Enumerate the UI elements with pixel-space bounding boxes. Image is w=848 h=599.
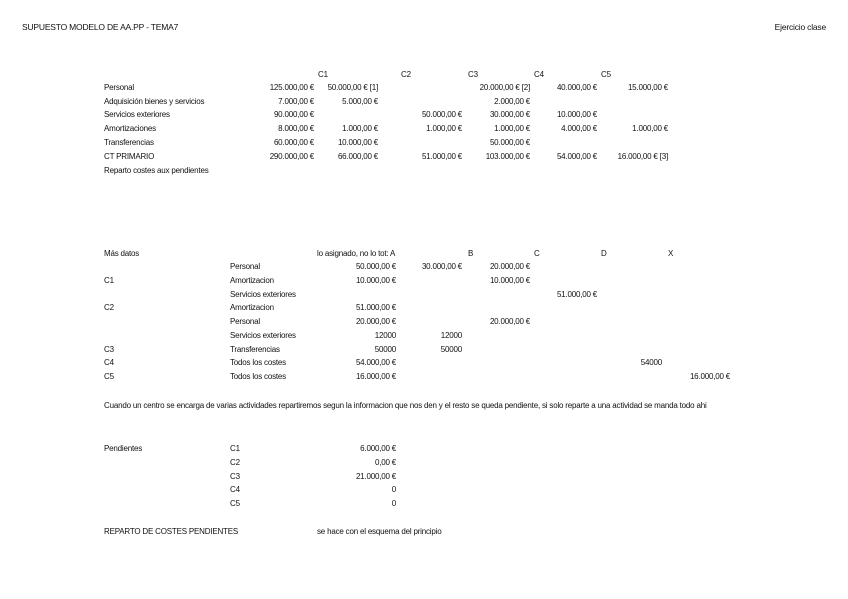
table1-cell: 5.000,00 €	[342, 96, 378, 106]
table1-cell: 50.000,00 €	[489, 137, 530, 147]
table2-cell: 51.000,00 €	[355, 303, 396, 313]
table2-column-header: B	[468, 249, 474, 258]
table2-concept: Servicios exteriores	[230, 330, 296, 340]
table2-title: Más datos	[104, 249, 140, 258]
table1-cell: 8.000,00 €	[278, 124, 314, 134]
pendientes-center: C1	[230, 444, 240, 453]
table1-cell: 7.000,00 €	[278, 96, 314, 106]
table2-cell: 54000	[640, 358, 662, 368]
pendientes-value: 0,00 €	[374, 457, 396, 467]
table2-concept: Personal	[230, 262, 260, 271]
table1-column-header: C1	[318, 70, 328, 79]
table2-cell: 51.000,00 €	[556, 289, 597, 299]
table1-cell: 50.000,00 € [1]	[327, 83, 378, 92]
table1-cell: 1.000,00 €	[494, 124, 530, 134]
pendientes-value: 0	[391, 485, 396, 495]
table1-row-label: Adquisición bienes y servicios	[104, 96, 205, 106]
table2-center: C4	[104, 358, 114, 368]
table2-concept: Personal	[230, 317, 260, 326]
pendientes-center: C5	[230, 499, 240, 508]
table1-cell: 1.000,00 €	[632, 124, 668, 134]
table1-row-label: Servicios exteriores	[104, 110, 170, 120]
table2-cell: 20.000,00 €	[355, 317, 396, 326]
exercise-label: Ejercicio clase	[774, 22, 826, 32]
table2-cell: 20.000,00 €	[489, 262, 530, 271]
table1-column-header: C3	[468, 70, 478, 79]
table2-column-header: C	[534, 249, 540, 258]
table2-center: C5	[104, 372, 114, 381]
table2-cell: 10.000,00 €	[489, 275, 530, 285]
explanation-text: Cuando un centro se encarga de varias actividades repartiremos segun la informacion que nos den y el resto se queda pendiente, si solo reparte a una actividad se manda todo ahi	[104, 401, 707, 410]
table2-cell: 12000	[440, 330, 462, 340]
table1-row-label: Transferencias	[104, 137, 154, 147]
table2-cell: 54.000,00 €	[355, 358, 396, 368]
table1-cell: 4.000,00 €	[561, 124, 597, 134]
pendientes-value: 0	[391, 499, 396, 508]
pendientes-label: Pendientes	[104, 444, 143, 453]
table1-note: Reparto costes aux pendientes	[104, 166, 209, 175]
table1-cell: 16.000,00 € [3]	[617, 151, 668, 161]
table2-cell: 10.000,00 €	[355, 275, 396, 285]
table2-cell: 12000	[374, 330, 396, 340]
table1-cell: 10.000,00 €	[337, 137, 378, 147]
table2-concept: Amortizacion	[230, 275, 274, 285]
table2-assigned-header: lo asignado, no lo tot: A	[317, 249, 396, 258]
footer-note: se hace con el esquema del principio	[317, 527, 442, 536]
table2-concept: Amortizacion	[230, 303, 274, 313]
table1-row-label: Amortizaciones	[104, 124, 156, 134]
table1-cell: 20.000,00 € [2]	[479, 83, 530, 92]
table1-row-label: CT PRIMARIO	[104, 151, 155, 161]
pendientes-value: 6.000,00 €	[360, 444, 396, 453]
table1-cell: 125.000,00 €	[269, 83, 314, 92]
table2-cell: 50000	[440, 344, 462, 354]
table1-cell: 103.000,00 €	[485, 151, 530, 161]
table1-cell: 90.000,00 €	[273, 110, 314, 120]
pendientes-center: C2	[230, 457, 240, 467]
table2-concept: Servicios exteriores	[230, 289, 296, 299]
table1-cell: 54.000,00 €	[556, 151, 597, 161]
table2-concept: Todos los costes	[230, 358, 286, 368]
table2-concept: Todos los costes	[230, 372, 286, 381]
table2-cell: 50.000,00 €	[355, 262, 396, 271]
table1-cell: 66.000,00 €	[337, 151, 378, 161]
table1-column-header: C4	[534, 70, 544, 79]
table1-cell: 30.000,00 €	[489, 110, 530, 120]
table1-cell: 15.000,00 €	[627, 83, 668, 92]
footer-label: REPARTO DE COSTES PENDIENTES	[104, 527, 238, 536]
table1-cell: 1.000,00 €	[342, 124, 378, 134]
table1-cell: 2.000,00 €	[494, 96, 530, 106]
table2-cell: 16.000,00 €	[355, 372, 396, 381]
table1-cell: 290.000,00 €	[269, 151, 314, 161]
table2-center: C1	[104, 275, 114, 285]
table1-column-header: C2	[401, 70, 411, 79]
table2-cell: 20.000,00 €	[489, 317, 530, 326]
table2-cell: 50000	[374, 344, 396, 354]
table2-center: C2	[104, 303, 114, 313]
table2-concept: Transferencias	[230, 344, 280, 354]
pendientes-center: C3	[230, 471, 240, 481]
table1-column-header: C5	[601, 70, 611, 79]
table1-cell: 60.000,00 €	[273, 137, 314, 147]
table1-cell: 51.000,00 €	[421, 151, 462, 161]
table1-row-label: Personal	[104, 83, 134, 92]
table1-cell: 50.000,00 €	[421, 110, 462, 120]
table2-column-header: D	[601, 249, 607, 258]
table2-column-header: X	[668, 249, 674, 258]
pendientes-center: C4	[230, 485, 240, 495]
table1-cell: 10.000,00 €	[556, 110, 597, 120]
table2-center: C3	[104, 344, 114, 354]
document-title: SUPUESTO MODELO DE AA.PP - TEMA7	[22, 22, 179, 32]
table1-cell: 40.000,00 €	[556, 83, 597, 92]
table1-cell: 1.000,00 €	[426, 124, 462, 134]
pendientes-value: 21.000,00 €	[355, 471, 396, 481]
table2-cell: 30.000,00 €	[421, 262, 462, 271]
table2-cell: 16.000,00 €	[689, 372, 730, 381]
